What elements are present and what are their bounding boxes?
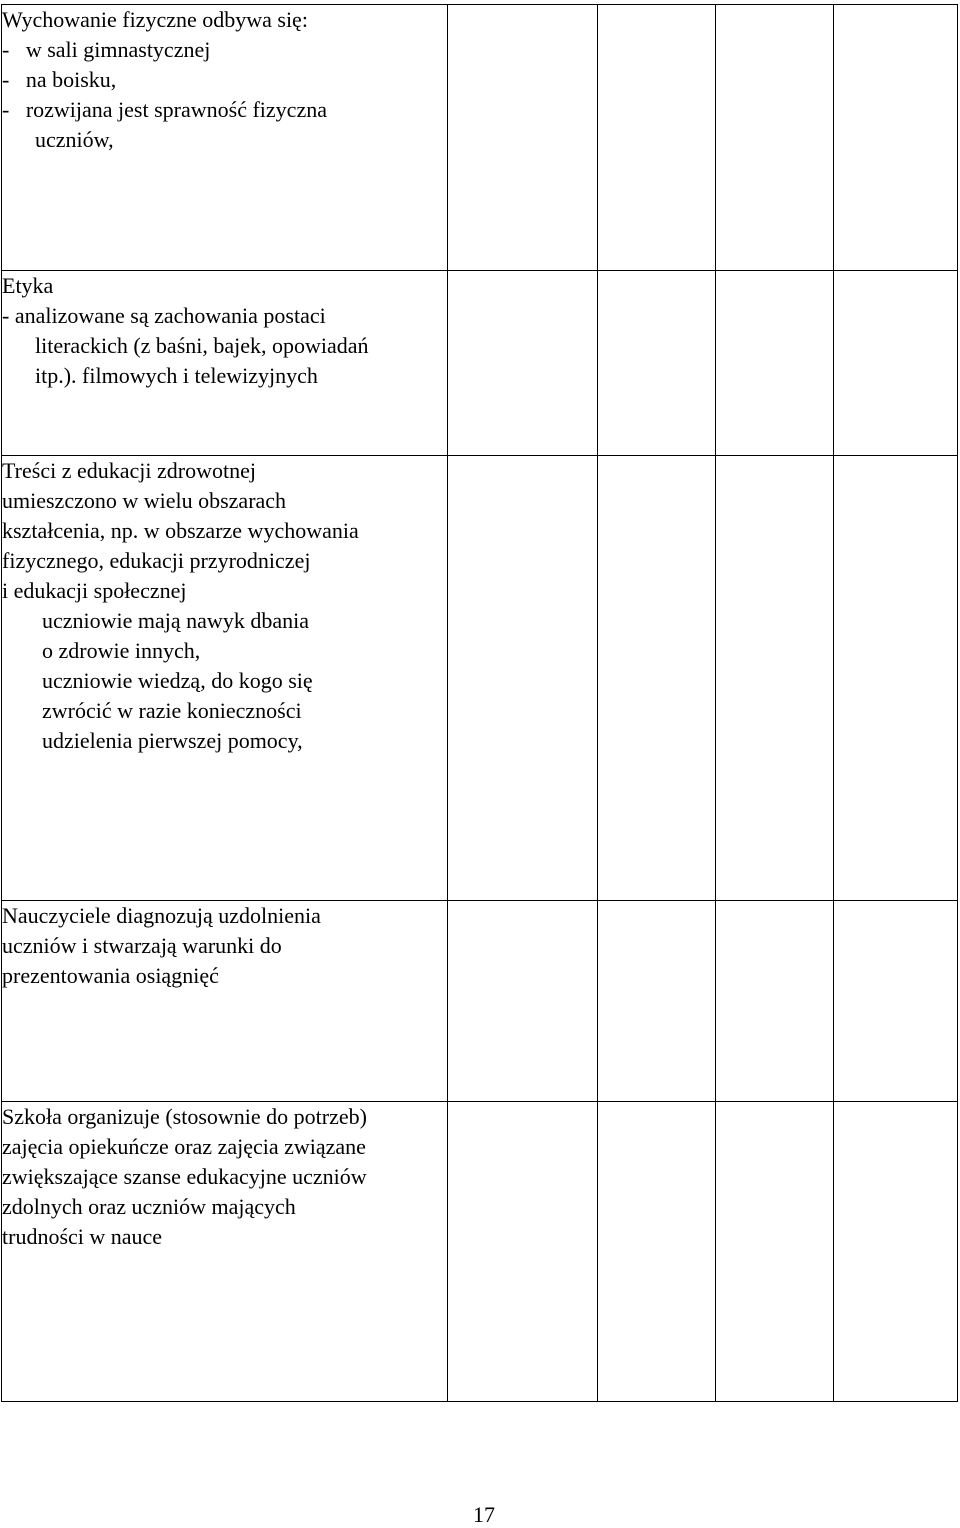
criterion-cell — [2, 456, 448, 901]
empty-cell[interactable] — [834, 1102, 958, 1402]
empty-cell[interactable] — [598, 5, 716, 271]
criterion-cell — [2, 271, 448, 456]
cell-text-line: - analizowane są zachowania postaci — [2, 303, 326, 328]
cell-text-line: - rozwijana jest sprawność fizyczna — [2, 97, 327, 122]
cell-text-line: uczniów, — [35, 127, 114, 152]
cell-text-line: uczniów i stwarzają warunki do — [2, 933, 282, 958]
cell-text-line: zdolnych oraz uczniów mających — [2, 1194, 296, 1219]
cell-text-line: trudności w nauce — [2, 1224, 163, 1249]
table-row — [2, 456, 958, 901]
cell-text-line: prezentowania osiągnięć — [2, 963, 219, 988]
empty-cell[interactable] — [834, 456, 958, 901]
cell-text-line: literackich (z baśni, bajek, opowiadań — [35, 333, 369, 358]
cell-text-line: zajęcia opiekuńcze oraz zajęcia związane — [2, 1134, 366, 1159]
cell-text-line: uczniowie mają nawyk dbania — [42, 608, 309, 633]
cell-text-line: udzielenia pierwszej pomocy, — [42, 728, 303, 753]
cell-text-line: Nauczyciele diagnozują uzdolnienia — [2, 903, 321, 928]
cell-text-line: uczniowie wiedzą, do kogo się — [42, 668, 313, 693]
empty-cell[interactable] — [448, 456, 598, 901]
cell-text-line: zwiększające szanse edukacyjne uczniów — [2, 1164, 367, 1189]
empty-cell[interactable] — [834, 271, 958, 456]
empty-cell[interactable] — [598, 901, 716, 1102]
empty-cell[interactable] — [448, 901, 598, 1102]
empty-cell[interactable] — [834, 901, 958, 1102]
cell-text-line: Szkoła organizuje (stosownie do potrzeb) — [2, 1104, 367, 1129]
criterion-cell — [2, 901, 448, 1102]
empty-cell[interactable] — [716, 271, 834, 456]
empty-cell[interactable] — [448, 5, 598, 271]
cell-text-line: - na boisku, — [2, 67, 117, 92]
empty-cell[interactable] — [716, 456, 834, 901]
empty-cell[interactable] — [598, 271, 716, 456]
empty-cell[interactable] — [598, 456, 716, 901]
criterion-cell — [2, 1102, 448, 1402]
empty-cell[interactable] — [448, 1102, 598, 1402]
table-row — [2, 901, 958, 1102]
empty-cell[interactable] — [834, 5, 958, 271]
table-row — [2, 5, 958, 271]
empty-cell[interactable] — [716, 5, 834, 271]
cell-text-line: fizycznego, edukacji przyrodniczej — [2, 548, 311, 573]
cell-text-line: Etyka — [2, 273, 54, 298]
evaluation-table — [1, 4, 958, 1402]
cell-text-line: kształcenia, np. w obszarze wychowania — [2, 518, 359, 543]
empty-cell[interactable] — [716, 1102, 834, 1402]
table-row — [2, 271, 958, 456]
cell-text-line: i edukacji społecznej — [2, 578, 187, 603]
cell-text-line: Wychowanie fizyczne odbywa się: — [2, 7, 308, 32]
empty-cell[interactable] — [716, 901, 834, 1102]
cell-text-line: - w sali gimnastycznej — [2, 37, 211, 62]
empty-cell[interactable] — [448, 271, 598, 456]
cell-text-line: itp.). filmowych i telewizyjnych — [35, 363, 318, 388]
empty-cell[interactable] — [598, 1102, 716, 1402]
cell-text-line: Treści z edukacji zdrowotnej — [2, 458, 256, 483]
table-row — [2, 1102, 958, 1402]
page-number: 17 — [473, 1502, 495, 1527]
cell-text-line: o zdrowie innych, — [42, 638, 201, 663]
cell-text-line: zwrócić w razie konieczności — [42, 698, 302, 723]
criterion-cell — [2, 5, 448, 271]
cell-text-line: umieszczono w wielu obszarach — [2, 488, 287, 513]
